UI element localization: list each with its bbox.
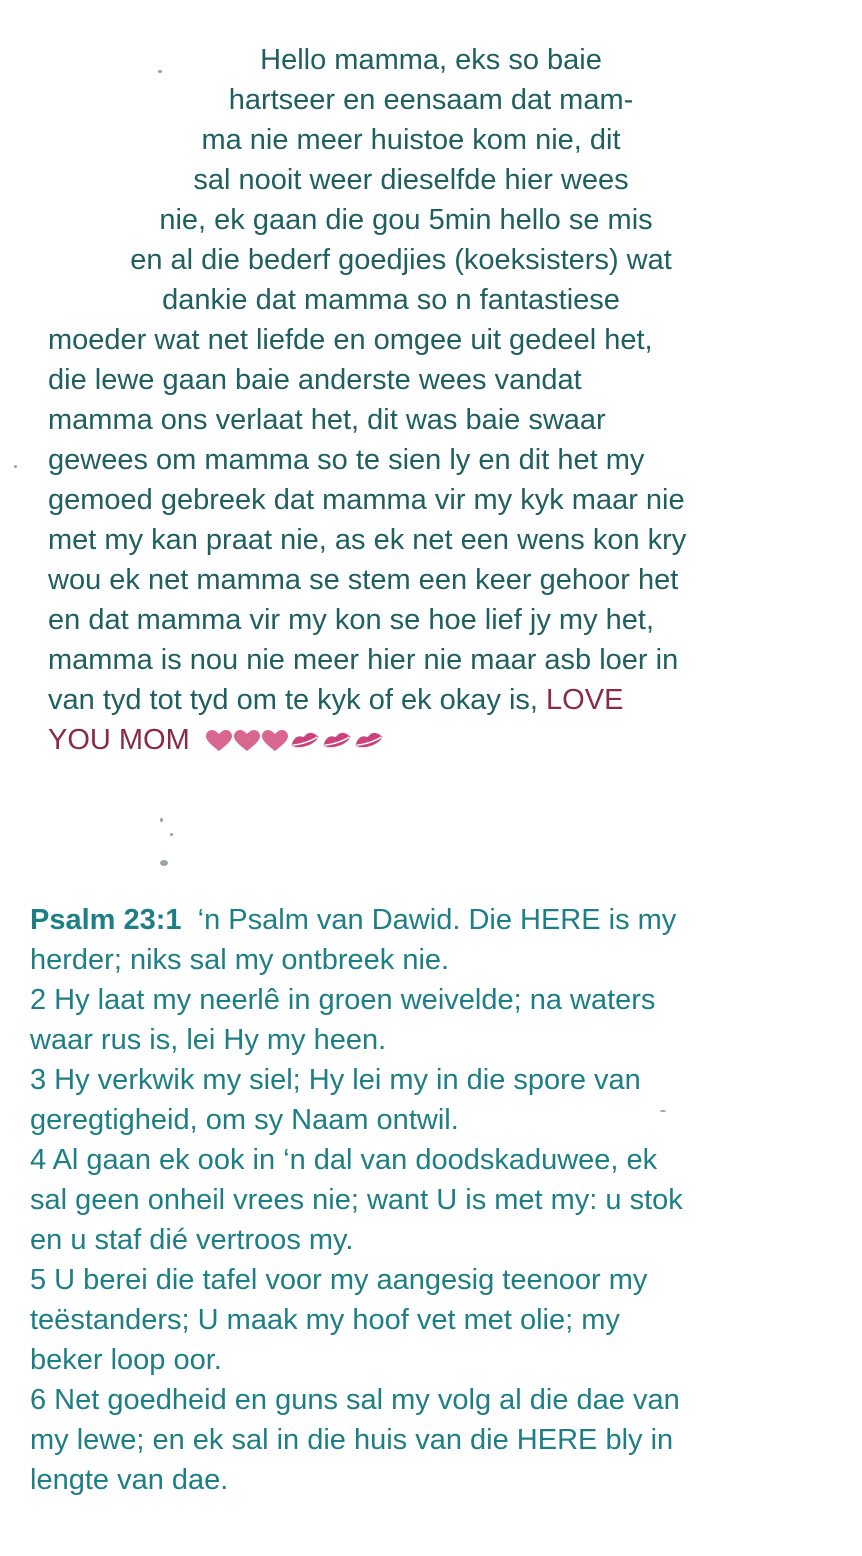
love-line <box>0 720 862 760</box>
psalm-line: lengte van dae. <box>30 1464 229 1496</box>
psalm-line: 4 Al gaan ek ook in ‘n dal van doodskaduwee, ek <box>30 1144 658 1176</box>
psalm-line: teëstanders; U maak my hoof vet met olie; my <box>30 1304 620 1336</box>
scan-speck <box>160 860 168 866</box>
scan-speck <box>14 465 17 468</box>
psalm-line: my lewe; en ek sal in die huis van die HERE bly in <box>30 1424 674 1456</box>
message-line: Hello mamma, eks so baie <box>260 44 602 76</box>
love-text-part2: YOU MOM <box>48 724 190 756</box>
kiss-lips-icon <box>322 731 352 751</box>
love-text-part1: LOVE <box>546 684 624 716</box>
psalm-line: waar rus is, lei Hy my heen. <box>30 1024 387 1056</box>
psalm-line: sal geen onheil vrees nie; want U is met my: u stok <box>30 1184 683 1216</box>
scan-speck <box>158 70 162 73</box>
scan-speck <box>160 818 163 822</box>
emoji-row <box>206 730 384 752</box>
scan-speck <box>660 1110 666 1112</box>
message-line: gewees om mamma so te sien ly en dit het my <box>48 444 645 476</box>
heart-icon <box>262 730 288 752</box>
psalm-line: herder; niks sal my ontbreek nie. <box>30 944 450 976</box>
message-line: en al die bederf goedjies (koeksisters) wat <box>130 244 672 276</box>
message-line: met my kan praat nie, as ek net een wens kon kry <box>48 524 687 556</box>
message-line: ma nie meer huistoe kom nie, dit <box>201 124 621 156</box>
heart-icon <box>206 730 232 752</box>
kiss-lips-icon <box>290 731 320 751</box>
kiss-lips-icon <box>354 731 384 751</box>
psalm-line: en u staf dié vertroos my. <box>30 1224 354 1256</box>
message-line: dankie dat mamma so n fantastiese <box>162 284 620 316</box>
heart-icon <box>234 730 260 752</box>
psalm-line: 5 U berei die tafel voor my aangesig teenoor my <box>30 1264 648 1296</box>
message-line: nie, ek gaan die gou 5min hello se mis <box>159 204 653 236</box>
message-line-text: van tyd tot tyd om te kyk of ek okay is, <box>48 684 538 716</box>
message-line: moeder wat net liefde en omgee uit gedeel het, <box>48 324 653 356</box>
psalm-line: geregtigheid, om sy Naam ontwil. <box>30 1104 459 1136</box>
message-line: mamma is nou nie meer hier nie maar asb loer in <box>48 644 679 676</box>
message-line: en dat mamma vir my kon se hoe lief jy my het, <box>48 604 654 636</box>
message-block <box>0 40 862 760</box>
psalm-line: 3 Hy verkwik my siel; Hy lei my in die spore van <box>30 1064 641 1096</box>
psalm-block <box>30 900 840 1500</box>
message-line-last <box>0 680 862 720</box>
message-line: gemoed gebreek dat mamma vir my kyk maar nie <box>48 484 685 516</box>
psalm-line: 6 Net goedheid en guns sal my volg al die dae van <box>30 1384 680 1416</box>
psalm-line <box>30 900 840 940</box>
message-line: die lewe gaan baie anderste wees vandat <box>48 364 582 396</box>
psalm-line-text: ‘n Psalm van Dawid. Die HERE is my <box>197 904 677 936</box>
psalm-reference: Psalm 23:1 <box>30 904 182 936</box>
message-line: hartseer en eensaam dat mam- <box>228 84 634 116</box>
message-line: mamma ons verlaat het, dit was baie swaar <box>48 404 606 436</box>
message-line: sal nooit weer dieselfde hier wees <box>193 164 629 196</box>
scan-speck <box>170 833 173 836</box>
message-line: wou ek net mamma se stem een keer gehoor het <box>48 564 679 596</box>
psalm-line: beker loop oor. <box>30 1344 222 1376</box>
psalm-line: 2 Hy laat my neerlê in groen weivelde; na waters <box>30 984 656 1016</box>
